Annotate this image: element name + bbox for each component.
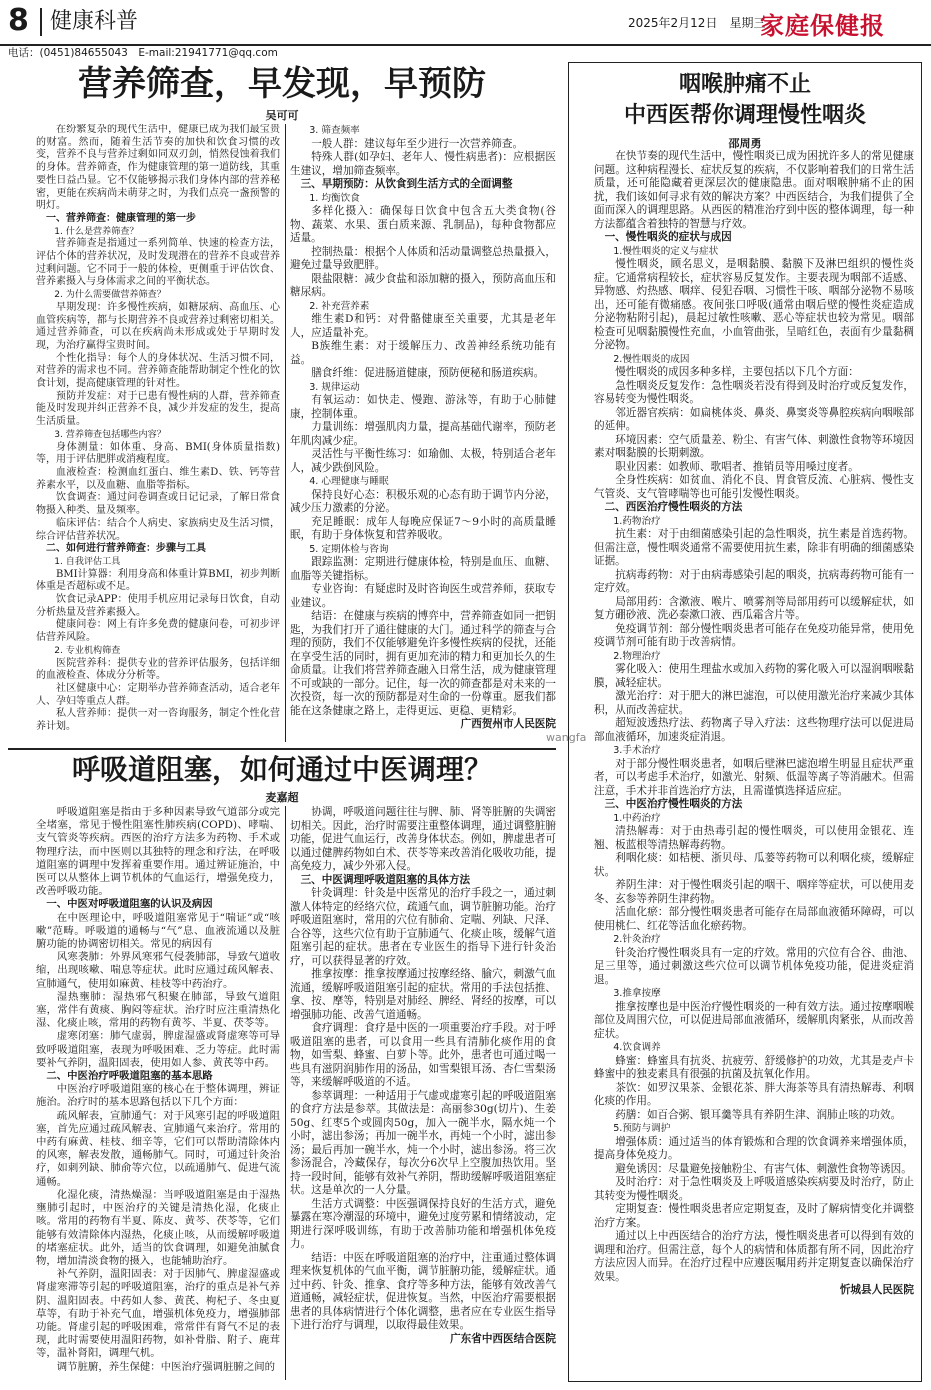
paragraph: 环境因素：空气质量差、粉尘、有害气体、刺激性食物等环境因素对咽黏膜的长期刺激。 [594,433,914,459]
masthead [0,0,931,46]
paragraph: 增强体质：通过适当的体育锻炼和合理的饮食调养来增强体质，提高身体免疫力。 [594,1135,914,1161]
paragraph: 参萃调理：一种适用于气虚或虚寒引起的呼吸道阻塞的食疗方法是参萃。其做法是：高丽参30g(切片)、生姜50g、红枣5个或圆肉50g，加入一碗半水，隔水炖一个小时，滤出参汤；再加一碗半水，再炖一个小时，滤出参汤；最后再加一碗半水，炖一个小时，滤出参汤。将三次参汤混合，冷藏保存，每次分6次早上空腹加热饮用。坚持一段时间，能够有效补气养阴，帮助缓解呼吸道阻塞症状。这是单次的一人分量。 [290,1089,556,1196]
paragraph: 针灸调理：针灸是中医常见的治疗手段之一，通过刺激人体特定的经络穴位，疏通气血，调节脏腑功能。治疗呼吸道阻塞时，常用的穴位有肺俞、定喘、列缺、尺泽、合谷等，这些穴位有助于宣肺通气、化痰止咳，缓解气道阻塞引起的症状。患者在专业医生的指导下进行针灸治疗，可以获得显著的疗效。 [290,887,556,967]
paragraph: 社区健康中心：定期举办营养筛查活动，适合老年人、孕妇等重点人群。 [36,682,280,707]
paragraph: 结语：在健康与疾病的博弈中，营养筛查如同一把钥匙，为我们打开了通往健康的大门。通过科学的筛查与合理的预防，我们不仅能够避免许多慢性疾病的侵扰，还能在享受生活的同时，拥有更加充沛的精力和更加长久的生命质量。让我们将营养筛查融入日常生活，成为健康管理不可或缺的一部分。记住，每一次的筛查都是对未来的一次投资，每一次的预防都是对生命的一份尊重。愿我们都能在这条健康之路上，走得更远、更稳、更精彩。 [290,610,556,717]
paragraph: 推拿按摩：推拿按摩通过按摩经络、腧穴，刺激气血流通，缓解呼吸道阻塞引起的症状。常用的手法包括推、拿、按、摩等，特别是对肺经、脾经、肾经的按摩，可以增强肺功能、改善气道通畅。 [290,968,556,1021]
section-heading: 三、中医治疗慢性咽炎的方法 [604,798,743,810]
paragraph: 早期发现：许多慢性疾病，如糖尿病、高血压、心血管疾病等，都与长期营养不良或营养过剩密切相关。通过营养筛查，可以在疾病尚未形成或处于早期时发现，为治疗赢得宝贵时间。 [36,301,280,351]
paragraph: 多样化摄入：确保每日饮食中包含五大类食物(谷物、蔬菜、水果、蛋白质来源、乳制品)，每种食物都应适量。 [290,205,556,244]
paragraph: 急性咽炎反复发作：急性咽炎若没有得到及时治疗或反复发作，容易转变为慢性咽炎。 [594,379,914,405]
article-separator [8,748,556,750]
paragraph: 定期复查：慢性咽炎患者应定期复查，及时了解病情变化并调整治疗方案。 [594,1203,914,1229]
paragraph: 避免诱因：尽量避免接触粉尘、有害气体、刺激性食物等诱因。 [615,1162,912,1175]
article3-body [594,150,914,1375]
paragraph: 补气养阴，温阳固表：对于因肺气、脾虚湿盛或肾虚寒滞等引起的呼吸道阻塞，治疗的重点是补气养阴、温阳固表。中药如人参、黄芪、枸杞子、冬虫夏草等，有助于补充气血，增强机体免疫力，增强肺部功能。肾虚引起的呼吸困难，常常伴有肾气不足的表现，此时需要使用温阳药物，如补骨脂、附子、鹿茸等，温补肾阳，调理气机。 [36,1268,280,1360]
article1-column-2 [290,124,556,744]
paragraph: 蜂蜜：蜂蜜具有抗炎、抗疲劳、舒缓修护的功效，尤其是麦卢卡蜂蜜中的独麦素具有很强的抗菌及抗氧化作用。 [594,1054,914,1080]
paragraph: 对于部分慢性咽炎患者，如咽后壁淋巴滤泡增生明显且症状严重者，可以考虑手术治疗，如激光、射频、低温等离子等消融术。但需注意，手术并非首选治疗方法，且需谨慎选择适应症。 [594,757,914,797]
paragraph: 慢性咽炎，顾名思义，是咽黏膜、黏膜下及淋巴组织的慢性炎症。它通常病程较长，症状容易反复发作。主要表现为咽部不适感、异物感、灼热感、咽痒、侵犯吞咽、习惯性干咳、咽部分泌物不易咳出，还可能有微痛感。夜间张口呼吸(通常由咽后壁的慢性炎症造成分泌物粘附引起)，晨起过敏性咳嗽、恶心等症状也较为常见。咽部检查可见咽黏膜慢性充血，小血管曲张，呈暗红色，表面有少量黏稠分泌物。 [594,258,914,351]
paragraph: 充足睡眠：成年人每晚应保证7～9小时的高质量睡眠，有助于身体恢复和营养吸收。 [290,515,556,541]
paragraph: 预防并发症：对于已患有慢性病的人群，营养筛查能及时发现并纠正营养不良，减少并发症的发生，提高生活质量。 [36,390,280,428]
paragraph: 茶饮：如罗汉果茶、金银花茶、胖大海茶等具有清热解毒、利咽化痰的作用。 [594,1081,914,1107]
paragraph: 中医治疗呼吸道阻塞的核心在于整体调理，辨证施治。治疗时的基本思路包括以下几个方面： [36,1083,280,1109]
section-heading: 一、营养筛查：健康管理的第一步 [46,212,196,224]
subheading: 3. 规律运动 [309,381,360,393]
paragraph: 免疫调节剂：部分慢性咽炎患者可能存在免疫功能异常，使用免疫调节剂可能有助于改善病情。 [594,622,914,648]
section-heading: 一、中医对呼吸道阻塞的认识及病因 [46,898,213,911]
issue-date: 2025年2月12日 星期三 [628,16,766,30]
paragraph: 私人营养师：提供一对一咨询服务，制定个性化营养计划。 [36,708,280,733]
subheading: 2.物理治疗 [613,650,661,662]
paragraph: 维生素D和钙：对骨骼健康至关重要，尤其是老年人，应适量补充。 [290,313,556,339]
paragraph: 清热解毒：对于由热毒引起的慢性咽炎，可以使用金银花、连翘、板蓝根等清热解毒药物。 [594,825,914,851]
article1-author: 吴可可 [265,109,299,122]
subheading: 2. 为什么需要做营养筛查？ [54,290,166,301]
paragraph: 血液检查：检测血红蛋白、维生素D、铁、钙等营养素水平，以及血糖、血脂等指标。 [36,466,280,491]
paragraph: 协调，呼吸道问题往往与脾、肺、肾等脏腑的失调密切相关。因此，治疗时需要注重整体调理，通过调整脏腑功能，促进气血运行，改善身体状态。例如，脾虚患者可以通过健脾药物如白术、茯苓等来改善消化吸收功能，提高免疫力，减少外邪入侵。 [290,806,556,872]
paragraph: 抗生素：对于由细菌感染引起的急性咽炎，抗生素是首选药物。但需注意，慢性咽炎通常不需要使用抗生素，除非有明确的细菌感染证据。 [594,528,914,567]
paragraph: 控制热量：根据个人体质和活动量调整总热量摄入，避免过量导致肥胖。 [290,245,556,271]
subheading: 4. 心理健康与睡眠 [309,476,389,487]
paragraph: 超短波透热疗法、药物离子导入疗法：这些物理疗法可以促进局部血液循环，加速炎症消退。 [594,717,914,743]
author-affiliation: 广东省中西医结合医院 [450,1332,556,1345]
paragraph: 虚寒闭塞：肺气虚弱，脾虚湿盛或肾虚寒等可导致呼吸道阻塞，表现为呼吸困难、乏力等症。此时需要补气养阴，温阳固表，使用如人参、黄芪等中药。 [36,1030,280,1069]
paragraph: 一般人群：建议每年至少进行一次营养筛查。 [311,137,524,150]
paragraph: 特殊人群(如孕妇、老年人、慢性病患者)：应根据医生建议，增加筛查频率。 [290,151,556,177]
subheading: 1. 什么是营养筛查？ [54,226,139,237]
paragraph: 在中医理论中，呼吸道阻塞常见于“喘证”或“咳嗽”范畴。呼吸道的通畅与“气”息、血液流通以及脏腑功能的协调密切相关。常见的病因有 [36,911,280,951]
article1-title: 营养筛查，早发现，早预防 [78,64,486,104]
article3-title-line1: 咽喉肿痛不止 [678,72,811,97]
article2-column-2 [290,806,556,1382]
subheading: 2.针灸治疗 [613,934,661,945]
paragraph: 针灸治疗慢性咽炎具有一定的疗效。常用的穴位有合谷、曲池、足三里等，通过刺激这些穴位可以调节机体免疫功能，促进炎症消退。 [594,946,914,986]
paragraph: BMI计算器：利用身高和体重计算BMI，初步判断体重是否超标或不足。 [36,568,280,593]
paragraph: 饮食记录APP：使用手机应用记录每日饮食，自动分析热量及营养素摄入。 [36,594,280,618]
paragraph: 及时治疗：对于急性咽炎及上呼吸道感染疾病要及时治疗，防止其转变为慢性咽炎。 [594,1176,914,1202]
paragraph: 医院营养科：提供专业的营养评估服务，包括详细的血液检查、体成分分析等。 [36,657,280,682]
paragraph: 灵活性与平衡性练习：如瑜伽、太极，特别适合老年人，减少跌倒风险。 [290,448,556,474]
paragraph: 食疗调理：食疗是中医的一项重要治疗手段。对于呼吸道阻塞的患者，可以食用一些具有清肺化痰作用的食物，如雪梨、蜂蜜、白萝卜等。此外，患者也可通过喝一些具有滋阴润肺作用的汤品，如雪梨银耳汤、杏仁雪梨汤等，来缓解呼吸道的不适。 [290,1022,556,1088]
paragraph: 呼吸道阻塞是指由于多种因素导致气道部分或完全堵塞，常见于慢性阻塞性肺疾病(COPD)、哮喘、支气管炎等疾病。西医的治疗方法多为药物、手术或物理疗法，而中医则以其独特的理念和疗法，在呼吸道阻塞的调理中发挥着重要作用。通过辨证施治，中医可以从整体上调节机体的气血运行，增强免疫力，改善呼吸功能。 [36,806,280,898]
paragraph: 专业咨询：有疑虑时及时咨询医生或营养师，获取专业建议。 [290,583,556,609]
paragraph: 化湿化痰，清热燥湿：当呼吸道阻塞是由于湿热壅肺引起时，中医治疗的关键是清热化湿，化痰止咳。常用的药物有半夏、陈皮、黄芩、茯苓等，它们能够有效清除体内湿热，化痰止咳，从而缓解呼吸道的堵塞症状。此外，适当的饮食调理，如避免油腻食物，增加清淡食物的摄入，也能辅助治疗。 [36,1188,280,1267]
newspaper-name: 家庭保健报 [760,12,885,40]
paragraph: 湿热壅肺：湿热邪气积聚在肺部，导致气道阻塞，常伴有黄痰、胸闷等症状。治疗时应注重清热化湿、化痰止咳，常用的药物有黄芩、半夏、茯苓等。 [36,990,280,1030]
paragraph: 饮食调查：通过问卷调查或日记记录，了解日常食物摄入种类、量及频率。 [36,492,280,517]
paragraph: 在快节奏的现代生活中，慢性咽炎已成为困扰许多人的常见健康问题。这种病程漫长、症状反复的疾病，不仅影响着我们的日常生活质量，还可能隐藏着更深层次的健康隐患。面对咽喉肿痛不止的困扰，我们该如何寻求有效的解决方案？中西医结合，为我们提供了全面而深入的调理思路。从西医的精准治疗到中医的整体调理，每一种方法都蕴含着独特的智慧与疗效。 [594,150,914,230]
paragraph: 通过以上中西医结合的治疗方法，慢性咽炎患者可以得到有效的调理和治疗。但需注意，每个人的病情和体质都有所不同，因此治疗方法应因人而异。在治疗过程中应遵医嘱用药并定期复查以确保治疗效果。 [594,1230,914,1283]
subheading: 5. 定期体检与咨询 [309,543,389,555]
subheading: 2. 补充营养素 [309,300,370,312]
section-heading: 二、如何进行营养筛查：步骤与工具 [46,543,206,555]
subheading: 5.预防与调护 [613,1123,671,1134]
paragraph: 养阴生津：对于慢性咽炎引起的咽干、咽痒等症状，可以使用麦冬、玄参等养阴生津药物。 [594,879,914,905]
watermark-text: wangfa [546,731,587,744]
author-affiliation: 忻城县人民医院 [839,1284,914,1296]
contact-line: 电话：(0451)84655043 E-mail:21941771@qq.com [8,47,278,59]
paragraph: 风寒袭肺：外界风寒邪气侵袭肺部，导致气道收缩，出现咳嗽、喘息等症状。此时应通过疏风解表、宣肺通气，使用如麻黄、桂枝等中药治疗。 [36,951,280,990]
paragraph: 保持良好心态：积极乐观的心态有助于调节内分泌，减少压力激素的分泌。 [290,488,556,514]
paragraph: 力量训练：增强肌肉力量，提高基础代谢率，预防老年肌肉减少症。 [290,421,556,447]
author-affiliation: 广西贺州市人民医院 [460,718,556,730]
paragraph: 疏风解表，宣肺通气：对于风寒引起的呼吸道阻塞，首先应通过疏风解表、宣肺通气来治疗。常用的中药有麻黄、桂枝、细辛等，它们可以帮助清除体内的风寒，解表发散，通畅肺气。同时，可通过针灸治疗，如刺列缺、肺俞等穴位，以疏通肺气、促进气流通畅。 [36,1109,280,1188]
section-title: 健康科普 [50,9,139,34]
paragraph: 膳食纤维：促进肠道健康，预防便秘和肠道疾病。 [311,367,545,379]
subheading: 1. 均衡饮食 [309,192,360,204]
masthead-divider [40,8,42,36]
paragraph: 健康问卷：网上有许多免费的健康问卷，可初步评估营养风险。 [36,619,280,644]
article3-title-line2: 中西医帮你调理慢性咽炎 [623,103,866,128]
paragraph: 雾化吸入：使用生理盐水或加入药物的雾化吸入可以湿润咽喉黏膜，减轻症状。 [594,663,914,689]
article2-column-1 [36,806,280,1382]
subheading: 1.药物治疗 [613,515,661,527]
column-divider [285,806,286,1380]
article2-author: 麦嘉超 [265,791,299,804]
paragraph: 推拿按摩也是中医治疗慢性咽炎的一种有效方法。通过按摩咽喉部位及周围穴位，可以促进局部血液循环，缓解肌肉紧张，从而改善症状。 [594,1000,914,1040]
subheading: 1.中药治疗 [613,812,661,824]
paragraph: 营养筛查是指通过一系列简单、快速的检查方法，评估个体的营养状况，及时发现潜在的营养不良或营养过剩问题。它不同于一般的体检，更侧重于评估饮食、营养素摄入与身体需求之间的平衡状态。 [36,238,280,288]
section-heading: 三、早期预防：从饮食到生活方式的全面调整 [300,178,513,190]
paragraph: 临床评估：结合个人病史、家族病史及生活习惯，综合评估营养状况。 [36,517,280,542]
subheading: 4.饮食调养 [613,1042,661,1053]
paragraph: 职业因素：如教师、歌唱者、推销员等用嗓过度者。 [615,460,859,473]
article3-author: 邵周勇 [728,137,762,150]
section-heading: 二、中医治疗呼吸道阻塞的基本思路 [46,1070,213,1083]
paragraph: 限盐限糖：减少食盐和添加糖的摄入，预防高血压和糖尿病。 [290,272,556,298]
section-heading: 三、中医调理呼吸道阻塞的具体方法 [300,873,471,886]
paragraph: 身体测量：如体重、身高、BMI(身体质量指数)等，用于评估肥胖或消瘦程度。 [36,441,280,466]
column-divider [285,124,286,742]
subheading: 2. 专业机构筛查 [54,645,121,656]
article2-title: 呼吸道阻塞，如何通过中医调理？ [71,753,492,786]
paragraph: 有氧运动：如快走、慢跑、游泳等，有助于心肺健康，控制体重。 [290,394,556,420]
subheading: 1.慢性咽炎的定义与症状 [613,245,719,257]
paragraph: 利咽化痰：如桔梗、浙贝母、瓜蒌等药物可以利咽化痰，缓解症状。 [594,852,914,878]
paragraph: 局部用药：含漱液、喉片、喷雾剂等局部用药可以缓解症状，如复方硼砂液、洗必泰漱口液、西瓜霜含片等。 [594,595,914,621]
paragraph: 全身性疾病：如贫血、消化不良、胃食管反流、心脏病、慢性支气管炎、支气管哮喘等也可能引发慢性咽炎。 [594,474,914,500]
subheading: 3. 筛查频率 [309,125,360,136]
paragraph: 个性化指导：每个人的身体状况、生活习惯不同，对营养的需求也不同。营养筛查能帮助制定个性化的饮食计划，提高健康管理的针对性。 [36,352,280,390]
page-number: 8 [8,3,29,38]
paragraph: 结语：中医在呼吸道阻塞的治疗中，注重通过整体调理来恢复机体的气血平衡，调节脏腑功能，缓解症状。通过中药、针灸、推拿、食疗等多种方法，能够有效改善气道通畅，减轻症状，促进恢复。当然，中医治疗需要根据患者的具体病情进行个体化调整，患者应在专业医生指导下进行治疗与调理，以取得最佳效果。 [290,1251,556,1331]
paragraph: 调节脏腑，养生保健：中医治疗强调脏腑之间的 [56,1360,275,1373]
section-heading: 二、西医治疗慢性咽炎的方法 [604,501,743,513]
subheading: 2.慢性咽炎的成因 [613,353,690,365]
paragraph: 激光治疗：对于肥大的淋巴滤泡，可以使用激光治疗来减少其体积，从而改善症状。 [594,690,914,716]
paragraph: 活血化瘀：部分慢性咽炎患者可能存在局部血液循环障碍，可以使用桃仁、红花等活血化瘀药物。 [594,906,914,932]
subheading: 1. 自我评估工具 [54,556,121,567]
subheading: 3.手术治疗 [613,745,661,756]
paragraph: B族维生素：对于缓解压力、改善神经系统功能有益。 [290,340,556,366]
subheading: 3.推拿按摩 [613,988,661,999]
subheading: 3. 营养筛查包括哪些内容？ [54,429,166,440]
article1-column-1 [36,124,280,744]
paragraph: 药膳：如百合粥、银耳羹等具有养阴生津、润肺止咳的功效。 [615,1108,902,1121]
paragraph: 抗病毒药物：对于由病毒感染引起的咽炎，抗病毒药物可能有一定疗效。 [594,568,914,594]
paragraph: 邻近器官疾病：如扁桃体炎、鼻炎、鼻窦炎等鼻腔疾病向咽喉部的延伸。 [594,406,914,432]
paragraph: 生活方式调整：中医强调保持良好的生活方式，避免暴露在寒冷潮湿的环境中，避免过度劳累和情绪波动，定期进行深呼吸训练，有助于改善肺功能和增强机体免疫力。 [290,1197,556,1250]
section-heading: 一、慢性咽炎的症状与成因 [604,231,732,243]
paragraph: 跟踪监测：定期进行健康体检，特别是血压、血糖、血脂等关键指标。 [290,556,556,582]
paragraph: 慢性咽炎的成因多种多样，主要包括以下几个方面： [615,366,859,378]
paragraph: 在纷繁复杂的现代生活中，健康已成为我们最宝贵的财富。然而，随着生活节奏的加快和饮食习惯的改变，营养不良与营养过剩如同双刃剑，悄然侵蚀着我们的身体。营养筛查，作为健康管理的第一道防线，其重要性日益凸显。它不仅能够揭示我们身体内部的营养秘密，更能在疾病尚未萌芽之时，为我们点亮一盏预警的明灯。 [36,124,280,212]
